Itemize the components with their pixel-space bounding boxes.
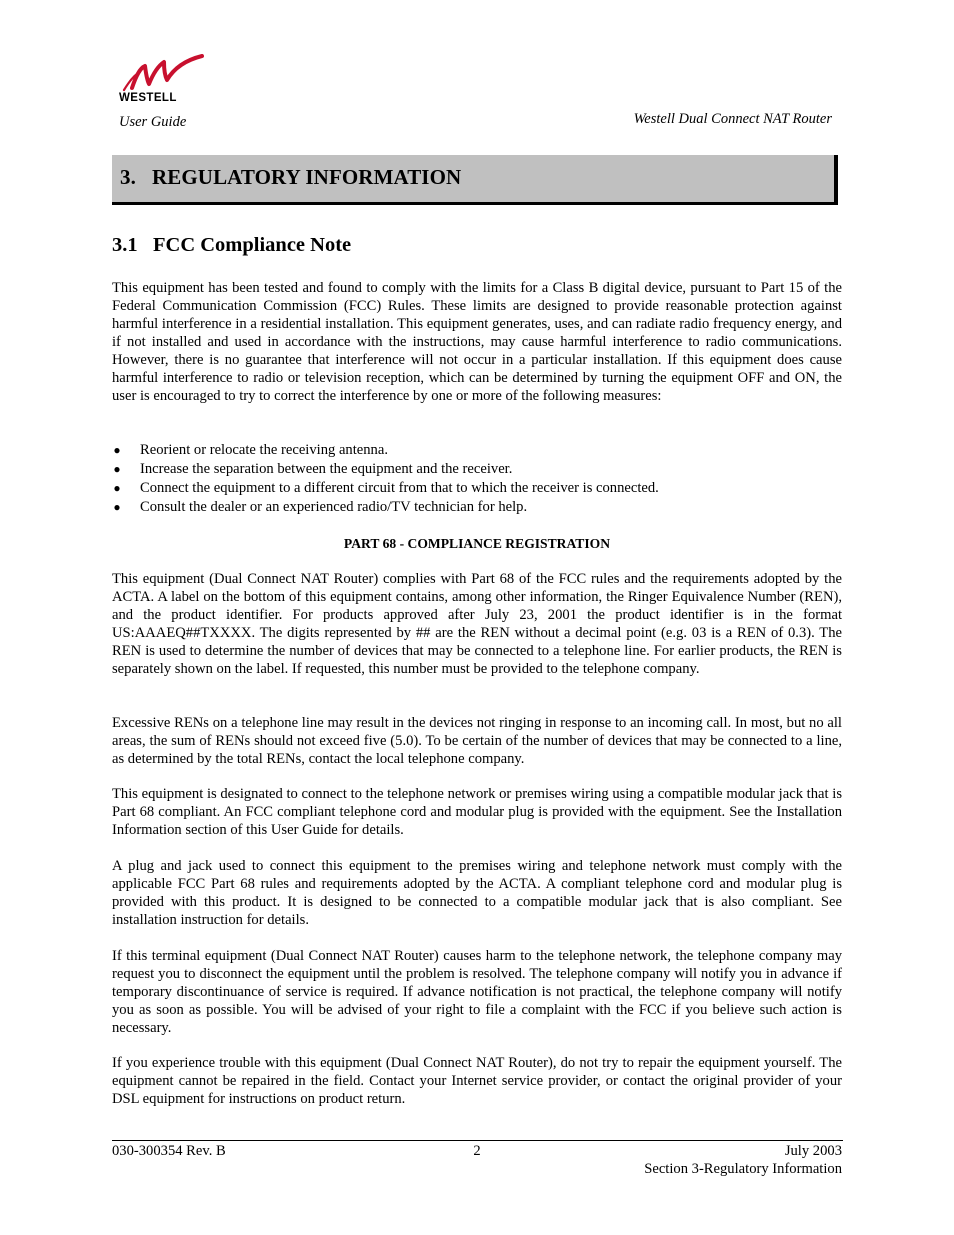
list-item: ● Connect the equipment to a different circuit from that to which the receiver is connected.	[113, 480, 659, 496]
subsection-title: 3.1 FCC Compliance Note	[112, 234, 352, 256]
paragraph-network-harm: If this terminal equipment (Dual Connect NAT Router) causes harm to the telephone network, the telephone company may request you to disconnect the equipment until the problem is resolved. The telephone company will notify you in advance if temporary discontinuance of service is required. If advance notification is not practical, the telephone company will notify you as soon as possible. You will be advised of your right to file a complaint with the FCC if you believe such action is necessary.	[112, 948, 842, 1036]
section-banner	[112, 155, 838, 205]
bullet-icon: ●	[113, 500, 121, 514]
list-item: ● Consult the dealer or an experienced radio/TV technician for help.	[113, 499, 528, 515]
paragraph-modular-jack: This equipment is designated to connect to the telephone network or premises wiring using a compatible modular jack that is Part 68 compliant. An FCC compliant telephone cord and modular plug is provided with the equipment. See the Installation Information section of this User Guide for details.	[112, 786, 842, 838]
paragraph-plug-and-jack: A plug and jack used to connect this equipment to the premises wiring and telephone network must comply with the applicable FCC Part 68 rules and requirements adopted by the ACTA. A compliant telephone cord and modular plug is provided with this product. It is designed to be connected to a compatible modular jack that is also compliant. See installation instruction for details.	[112, 858, 842, 928]
bullet-icon: ●	[113, 462, 121, 476]
list-item: ● Reorient or relocate the receiving antenna.	[113, 442, 388, 458]
footer-doc-number: 030-300354 Rev. B	[112, 1143, 226, 1159]
westell-logo	[118, 54, 204, 106]
part68-heading: PART 68 - COMPLIANCE REGISTRATION	[343, 536, 611, 551]
westell-logo-mark	[118, 54, 204, 94]
paragraph-trouble: If you experience trouble with this equipment (Dual Connect NAT Router), do not try to repair the equipment yourself. The equipment cannot be repaired in the field. Contact your Internet service provider, or contact the original provider of your DSL equipment for instructions on product return.	[112, 1055, 842, 1107]
paragraph-excessive-rens: Excessive RENs on a telephone line may result in the devices not ringing in response to an incoming call. In most, but no all areas, the sum of RENs should not exceed five (5.0). To be certain of the number of devices that may be connected to a line, as determined by the total RENs, contact the local telephone company.	[112, 715, 842, 767]
interference-measures-list	[112, 441, 842, 517]
paragraph-ren-label: This equipment (Dual Connect NAT Router) complies with Part 68 of the FCC rules and the requirements adopted by the ACTA. A label on the bottom of this equipment contains, among other information, the Ringer Equivalence Number (REN), and the product identifier. For products approved after July 23, 2001 the product identifier is in the format US:AAAEQ##TXXXX. The digits represented by ## are the REN without a decimal point (e.g. 03 is a REN of 0.3). The REN is used to determine the number of devices that may be connected to a telephone line. For earlier products, the REN is separately shown on the label. If requested, this number must be provided to the telephone company.	[112, 571, 842, 677]
header-document-type: User Guide	[119, 114, 187, 130]
bullet-icon: ●	[113, 443, 121, 457]
footer-section-label: Section 3-Regulatory Information	[644, 1161, 842, 1177]
bullet-icon: ●	[113, 481, 121, 495]
footer-divider	[112, 1140, 843, 1141]
footer-date: July 2003	[784, 1143, 842, 1159]
header-product-name: Westell Dual Connect NAT Router	[633, 111, 832, 127]
section-title: 3. REGULATORY INFORMATION	[120, 165, 462, 189]
brand-wordmark: WESTELL	[119, 92, 177, 104]
list-item: ● Increase the separation between the equipment and the receiver.	[113, 461, 513, 477]
intro-paragraph: This equipment has been tested and found to comply with the limits for a Class B digital device, pursuant to Part 15 of the Federal Communication Commission (FCC) Rules. These limits are designed to provide reasonable protection against harmful interference in a residential installation. This equipment generates, uses, and can radiate radio frequency energy, and if not installed and used in accordance with the instructions, may cause harmful interference to radio communications. However, there is no guarantee that interference will not occur in a particular installation. If this equipment does cause harmful interference to radio or television reception, which can be determined by turning the equipment OFF and ON, the user is encouraged to try to correct the interference by one or more of the following measures:	[112, 280, 842, 404]
footer-page-number: 2	[473, 1143, 481, 1159]
